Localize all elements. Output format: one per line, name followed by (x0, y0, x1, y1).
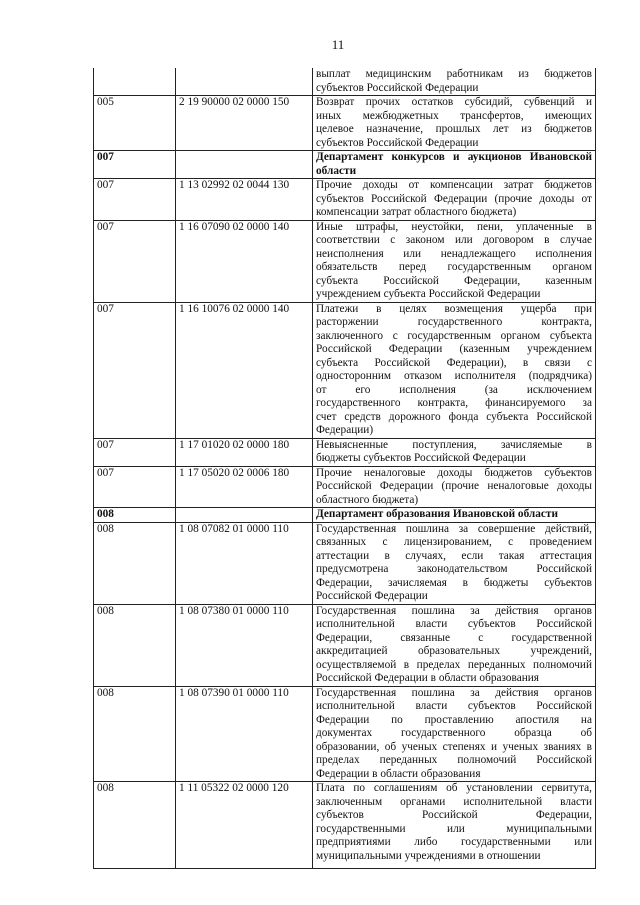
description-cell (313, 604, 596, 686)
admin-code-cell: 008 (94, 508, 176, 523)
admin-code-cell: 008 (94, 522, 176, 604)
admin-code-cell: 008 (94, 604, 176, 686)
description-line: Федерации, связанные с государственной (316, 631, 592, 644)
description-line: осуществляемой в пределах переданных полномочий (316, 658, 592, 671)
description-line: субъекта Российской Федерации, казенным (316, 274, 592, 287)
table-row (94, 96, 596, 151)
description-cell (313, 179, 596, 221)
description-cell (313, 68, 596, 96)
description-line: счет средств дорожного фонда субъекта Российской (316, 410, 592, 423)
description-line: областного бюджета) (316, 493, 419, 506)
admin-code-cell: 007 (94, 179, 176, 221)
description-line: Прочие доходы от компенсации затрат бюджетов (316, 179, 592, 191)
table-row (94, 466, 596, 508)
description-line: Возврат прочих остатков субсидий, субвенций и (316, 96, 592, 108)
budget-code-cell: 1 16 07090 02 0000 140 (176, 220, 313, 302)
admin-code-cell: 008 (94, 782, 176, 869)
description-line: заключенным органами исполнительной власти (316, 795, 592, 808)
description-line: предприятиями либо государственными или (316, 836, 592, 848)
page-number: 11 (331, 37, 345, 52)
description-line: иных межбюджетных трансфертов, имеющих (316, 109, 592, 122)
revenue-codes-table (93, 68, 596, 869)
description-line: субъектов Российской Федерации (прочие доходы от (316, 192, 592, 205)
admin-code-cell: 005 (94, 96, 176, 151)
admin-code-cell: 007 (94, 466, 176, 508)
description-line: Департамент конкурсов и аукционов Ивановской (316, 151, 592, 163)
description-line: Российской Федерации (казенным учреждением (316, 343, 592, 355)
description-line: Платежи в целях возмещения ущерба при (316, 302, 592, 315)
budget-code-cell: 1 16 10076 02 0000 140 (176, 302, 313, 438)
budget-code-cell (176, 151, 313, 179)
admin-code-cell (94, 68, 176, 96)
description-line: предусмотрена законодательством Российской (316, 563, 592, 575)
description-cell (313, 522, 596, 604)
description-line: выплат медицинским работникам из бюджетов (316, 68, 592, 80)
section-header-row (94, 151, 596, 179)
description-line: Федерации, зачисляемая в бюджеты субъектов (316, 576, 592, 589)
description-cell (313, 686, 596, 782)
description-line: государственными или муниципальными (316, 822, 592, 835)
admin-code-cell: 007 (94, 220, 176, 302)
description-cell (313, 96, 596, 151)
description-line: аккредитацией образовательных учреждений, (316, 645, 592, 657)
table-row (94, 522, 596, 604)
description-line: Российской Федерации (прочие неналоговые доходы (316, 480, 592, 492)
budget-code-cell: 1 11 05322 02 0000 120 (176, 782, 313, 869)
description-cell (313, 782, 596, 869)
budget-code-cell: 1 13 02992 02 0044 130 (176, 179, 313, 221)
table-row (94, 686, 596, 782)
table-row (94, 782, 596, 869)
description-line: Прочие неналоговые доходы бюджетов субъектов (316, 466, 592, 479)
description-line: соответствии с законом или договором в случае (316, 234, 592, 246)
description-line: субъектов Российской Федерации, (316, 809, 592, 821)
budget-code-cell: 1 17 05020 02 0006 180 (176, 466, 313, 508)
admin-code-cell: 007 (94, 438, 176, 466)
description-line: Федерации по проставлению апостиля на (316, 713, 592, 726)
budget-code-cell: 1 17 01020 02 0000 180 (176, 438, 313, 466)
description-cell (313, 438, 596, 466)
description-line: Федерации) (316, 424, 374, 436)
budget-code-cell: 1 08 07390 01 0000 110 (176, 686, 313, 782)
description-line: исполнительной власти субъектов Российской (316, 700, 592, 712)
description-line: бюджеты субъектов Российской Федерации (316, 452, 526, 464)
table-row (94, 68, 596, 96)
table-row (94, 179, 596, 221)
table-row (94, 220, 596, 302)
description-line: Департамент образования Ивановской области (316, 508, 558, 520)
description-line: Государственная пошлина за совершение действий, (316, 522, 592, 535)
description-line: обязательств перед государственным органом (316, 261, 592, 273)
budget-code-cell: 1 08 07380 01 0000 110 (176, 604, 313, 686)
description-line: субъекта Российской Федерации), в связи с (316, 356, 592, 369)
description-cell (313, 466, 596, 508)
budget-code-cell: 1 08 07082 01 0000 110 (176, 522, 313, 604)
description-line: документах государственного образца об (316, 727, 592, 739)
description-line: области (316, 164, 357, 177)
description-cell (313, 151, 596, 179)
table-row (94, 438, 596, 466)
description-line: целевое назначение, прошлых лет из бюджетов (316, 123, 592, 135)
description-line: учреждением субъекта Российской Федерации (316, 288, 541, 300)
description-line: аттестации в случаях, если такая аттестация (316, 549, 592, 562)
description-line: Федерации в области образования (316, 767, 481, 780)
description-line: субъектов Российской Федерации (316, 136, 479, 149)
description-line: расторжении государственного контракта, (316, 316, 592, 328)
admin-code-cell: 008 (94, 686, 176, 782)
description-line: Российской Федерации (316, 590, 428, 602)
description-cell (313, 508, 596, 523)
budget-code-cell: 2 19 90000 02 0000 150 (176, 96, 313, 151)
description-cell (313, 302, 596, 438)
section-header-row (94, 508, 596, 523)
description-line: односторонним отказом исполнителя (подрядчика) (316, 370, 592, 382)
table-row (94, 604, 596, 686)
admin-code-cell: 007 (94, 151, 176, 179)
description-line: компенсации затрат областного бюджета) (316, 206, 517, 218)
budget-code-cell (176, 68, 313, 96)
description-line: Государственная пошлина за действия органов (316, 686, 592, 699)
description-line: Иные штрафы, неустойки, пени, уплаченные в (316, 220, 592, 233)
description-line: Невыясненные поступления, зачисляемые в (316, 438, 592, 451)
description-line: государственного контракта, финансируемого за (316, 397, 592, 409)
admin-code-cell: 007 (94, 302, 176, 438)
description-line: Государственная пошлина за действия органов (316, 604, 592, 617)
table-row (94, 302, 596, 438)
description-line: от его исполнения (за исключением (316, 383, 592, 396)
description-line: субъектов Российской Федерации (316, 81, 479, 94)
description-line: пределах переданных полномочий Российской (316, 754, 592, 766)
description-line: Плата по соглашениям об установлении сервитута, (316, 782, 592, 794)
description-line: неисполнения или ненадлежащего исполнения (316, 247, 592, 260)
description-line: заключенного с государственным органом субъекта (316, 329, 592, 342)
description-line: Российской Федерации в области образования (316, 672, 540, 684)
description-line: муниципальными учреждениями в отношении (316, 849, 541, 862)
description-line: образовании, об ученых степенях и ученых званиях в (316, 740, 592, 753)
description-cell (313, 220, 596, 302)
description-line: связанных с лицензированием, с проведением (316, 536, 592, 548)
description-line: исполнительной власти субъектов Российской (316, 618, 592, 630)
budget-code-cell (176, 508, 313, 523)
